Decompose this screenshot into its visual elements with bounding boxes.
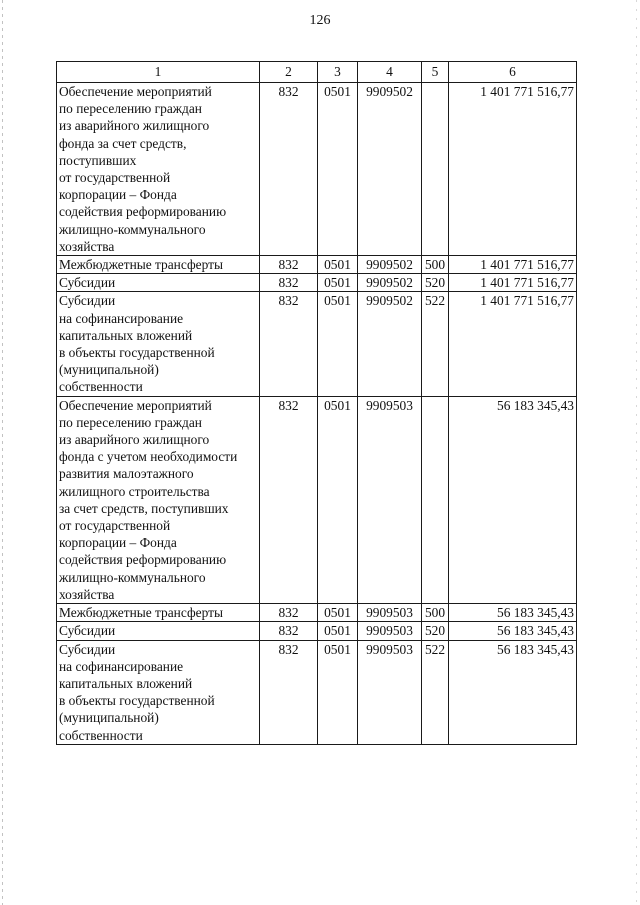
cell-sum: 56 183 345,43 (449, 640, 577, 744)
cell-name (57, 640, 260, 744)
cell-csr: 9909502 (358, 256, 422, 274)
cell-name-line: по переселению граждан (59, 101, 202, 117)
cell-name-line: фонда за счет средств, (59, 135, 187, 151)
table-row (57, 604, 577, 622)
cell-vr: 500 (422, 256, 449, 274)
cell-name-line: корпорации – Фонда (59, 187, 177, 203)
cell-vr: 520 (422, 622, 449, 640)
cell-name-line: в объекты государственной (59, 345, 215, 361)
cell-grbs: 832 (260, 396, 318, 603)
cell-csr: 9909502 (358, 274, 422, 292)
cell-sum: 56 183 345,43 (449, 622, 577, 640)
cell-name (57, 256, 260, 274)
cell-sum: 1 401 771 516,77 (449, 256, 577, 274)
cell-name (57, 622, 260, 640)
cell-rzpr: 0501 (318, 604, 358, 622)
cell-name-line: содействия реформированию (59, 552, 227, 568)
cell-csr: 9909503 (358, 396, 422, 603)
cell-rzpr: 0501 (318, 292, 358, 396)
cell-csr: 9909503 (358, 622, 422, 640)
cell-vr: 522 (422, 640, 449, 744)
cell-name (57, 292, 260, 396)
cell-vr: 520 (422, 274, 449, 292)
cell-sum: 1 401 771 516,77 (449, 83, 577, 256)
cell-name-line: Субсидии (59, 293, 116, 309)
cell-name-line: хозяйства (59, 586, 115, 602)
cell-sum: 1 401 771 516,77 (449, 274, 577, 292)
cell-name-line: на софинансирование (59, 658, 184, 674)
cell-name-line: на софинансирование (59, 310, 184, 326)
cell-name-line: Субсидии (59, 275, 116, 291)
cell-name-line: поступивших (59, 152, 137, 168)
cell-rzpr: 0501 (318, 640, 358, 744)
cell-name-line: Субсидии (59, 641, 116, 657)
cell-grbs: 832 (260, 622, 318, 640)
column-header: 3 (318, 62, 358, 83)
cell-name-line: от государственной (59, 170, 171, 186)
cell-name-line: жилищного строительства (59, 483, 210, 499)
cell-name-line: капитальных вложений (59, 327, 193, 343)
column-header: 4 (358, 62, 422, 83)
column-header: 1 (57, 62, 260, 83)
cell-rzpr: 0501 (318, 396, 358, 603)
cell-name-line: Межбюджетные трансферты (59, 605, 223, 621)
cell-name (57, 604, 260, 622)
cell-name (57, 274, 260, 292)
cell-name-line: Обеспечение мероприятий (59, 397, 212, 413)
cell-grbs: 832 (260, 292, 318, 396)
cell-name-line: Обеспечение мероприятий (59, 84, 212, 99)
cell-rzpr: 0501 (318, 83, 358, 256)
cell-name-line: жилищно-коммунального (59, 221, 206, 237)
scan-edge-right (636, 0, 637, 905)
cell-name-line: от государственной (59, 518, 171, 534)
cell-name-line: по переселению граждан (59, 414, 202, 430)
cell-csr: 9909503 (358, 604, 422, 622)
cell-name-line: жилищно-коммунального (59, 569, 206, 585)
cell-rzpr: 0501 (318, 622, 358, 640)
cell-name-line: из аварийного жилищного (59, 432, 210, 448)
cell-name-line: за счет средств, поступивших (59, 500, 229, 516)
cell-sum: 56 183 345,43 (449, 604, 577, 622)
cell-vr: 500 (422, 604, 449, 622)
cell-vr (422, 83, 449, 256)
cell-name-line: (муниципальной) (59, 362, 159, 378)
cell-grbs: 832 (260, 274, 318, 292)
budget-table (56, 61, 577, 745)
table-body (57, 83, 577, 745)
table-row (57, 256, 577, 274)
cell-sum: 56 183 345,43 (449, 396, 577, 603)
column-header: 6 (449, 62, 577, 83)
cell-csr: 9909502 (358, 292, 422, 396)
table-row (57, 83, 577, 256)
cell-name-line: Субсидии (59, 623, 116, 639)
column-header: 2 (260, 62, 318, 83)
column-header: 5 (422, 62, 449, 83)
cell-name-line: из аварийного жилищного (59, 118, 210, 134)
cell-sum: 1 401 771 516,77 (449, 292, 577, 396)
table-row (57, 640, 577, 744)
cell-name-line: (муниципальной) (59, 710, 159, 726)
table-row (57, 292, 577, 396)
cell-name-line: хозяйства (59, 238, 115, 254)
cell-name-line: корпорации – Фонда (59, 535, 177, 551)
cell-grbs: 832 (260, 604, 318, 622)
cell-name-line: развития малоэтажного (59, 466, 194, 482)
table-row (57, 274, 577, 292)
scan-edge-left (2, 0, 3, 905)
cell-name-line: собственности (59, 727, 143, 743)
table-row (57, 396, 577, 603)
cell-name-line: капитальных вложений (59, 675, 193, 691)
cell-name-line: в объекты государственной (59, 693, 215, 709)
cell-grbs: 832 (260, 83, 318, 256)
cell-grbs: 832 (260, 256, 318, 274)
cell-vr (422, 396, 449, 603)
cell-name-line: содействия реформированию (59, 204, 227, 220)
cell-name (57, 83, 260, 256)
cell-grbs: 832 (260, 640, 318, 744)
cell-rzpr: 0501 (318, 274, 358, 292)
page-number: 126 (309, 13, 331, 28)
cell-name (57, 396, 260, 603)
cell-csr: 9909502 (358, 83, 422, 256)
cell-rzpr: 0501 (318, 256, 358, 274)
cell-name-line: фонда с учетом необходимости (59, 449, 238, 465)
cell-name-line: Межбюджетные трансферты (59, 257, 223, 273)
cell-name-line: собственности (59, 379, 143, 395)
cell-vr: 522 (422, 292, 449, 396)
cell-csr: 9909503 (358, 640, 422, 744)
table-header-row (57, 62, 577, 83)
table-row (57, 622, 577, 640)
